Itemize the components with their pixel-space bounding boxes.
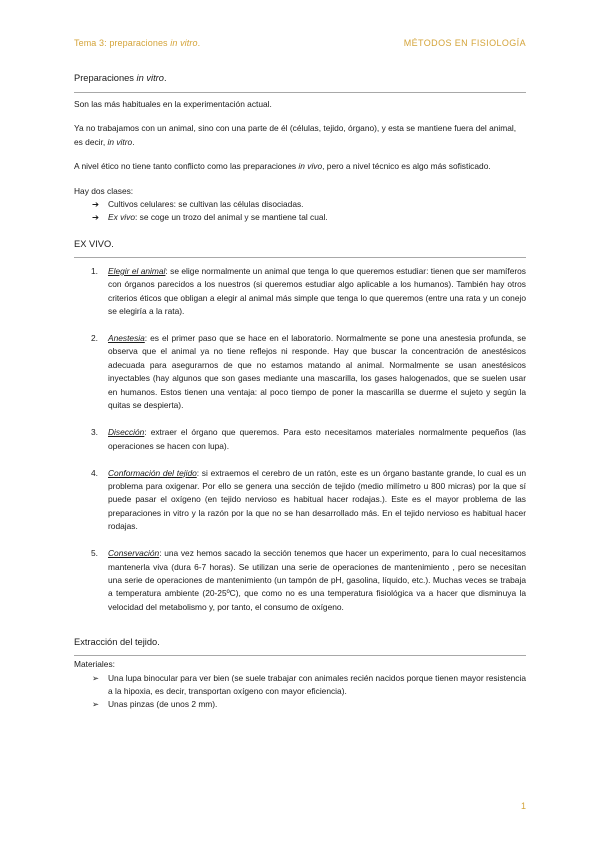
page-number: 1 [520,801,526,811]
header-topic: Tema 3: preparaciones in vitro. [74,38,201,48]
arrow-bullet-icon: ➔ [92,199,100,210]
list-item: 1. Elegir el animal: se elige normalmente un animal que tenga lo que queremos estudiar: tienen que ser mamíferos con órganos parecidos a los nuestros (si queremos estudiar algo aplicable a los humanos). También hay otros criterios éticos que obligan a elegir al animal más simple que tenga lo que queremos (entre una rata y un conejo se elegiría a la rata). [91,265,526,317]
list-item: 3. Disección: extraer el órgano que queremos. Para esto necesitamos materiales normalmente pequeños (las operaciones se hacen con lupa). [91,427,526,451]
document-body [74,72,526,712]
paragraph-ethics: A nivel ético no tiene tanto conflicto como las preparaciones in vivo, pero a nivel técnico es algo más sofisticado. [74,161,491,172]
list-item: ➔ Ex vivo: se coge un trozo del animal y se mantiene tal cual. [74,211,526,224]
header-subject: MÉTODOS EN FISIOLOGÍA [403,38,526,48]
materials-label: Materiales: [74,659,115,670]
list-item: ➢ Una lupa binocular para ver bien (se suele trabajar con animales recién nacidos porque tienen mayor resistencia a la hipoxia, es decir, transportan oxígeno con mayor eficiencia). [92,672,526,696]
list-item: ➢ Unas pinzas (de unos 2 mm). [74,698,526,711]
arrow-bullet-icon: ➔ [92,212,100,223]
list-item: 5. Conservación: una vez hemos sacado la sección tenemos que hacer un experimento, para lo cual necesitamos mantenerla viva (dura 6-7 horas). Se utilizan una serie de operaciones de mantenimiento , pero se necesitan una serie de operaciones de mantenimiento (un tampón de pH, gasolina, líquido, etc.). Muchas veces se trabaja a temperatura ambiente (20-25ºC), que como no es una temperatura fisiológica va a hacer que disminuya la velocidad del metabolismo y, por tanto, el consumo de oxígeno. [91,548,526,612]
list-item: 4. Conformación del tejido: si extraemos el cerebro de un ratón, este es un órgano bastante grande, lo cual es un problema para oxigenar. Por ello se genera una sección de tejido (medio milímetro u 800 micras) por la que sí puede pasar el oxígeno (en tejido nervioso es habitual hacer rodajas.). Este es el mayor problema de las preparaciones in vitro y la razón por la que no se han desarrollado más. En el tejido nervioso es habitual hacer rodajas. [91,467,526,532]
section-divider [74,92,526,93]
classes-list [74,198,526,225]
section-title-ex-vivo: EX VIVO. [74,238,114,249]
paragraph-classes-intro: Hay dos clases: [74,185,134,196]
list-item: ➔ Cultivos celulares: se cultivan las células disociadas. [74,198,526,211]
list-item: 2. Anestesia: es el primer paso que se hace en el laboratorio. Normalmente se pone una anestesia profunda, se observa que el animal ya no tiene reflejos ni responde. Hay que buscar la concentración de anestésicos adecuada para asegurarnos de que no estamos matando al animal. Normalmente se usan anestésicos inyectables (hay algunos que son gases mediante una mascarilla, los gases halogenados, que se suelen usar en humanos. Estos tienen una ventaja: al poco tiempo de poner la mascarilla se duerme el sujeto y según la quitas se despierta). [91,333,526,411]
paragraph-definition: Ya no trabajamos con un animal, sino con una parte de él (células, tejido, órgano), y esta se mantiene fuera del animal, es decir, in vitro. [74,123,517,147]
section-title-in-vitro: Preparaciones in vitro. [74,73,167,83]
arrowhead-bullet-icon: ➢ [92,699,100,710]
paragraph-intro: Son las más habituales en la experimentación actual. [74,99,272,109]
section-divider [74,655,526,656]
section-title-tissue-extraction: Extracción del tejido. [74,637,160,648]
arrowhead-bullet-icon: ➢ [92,672,100,683]
ex-vivo-steps-list [74,265,526,614]
section-divider [74,257,526,258]
materials-list [74,672,526,712]
